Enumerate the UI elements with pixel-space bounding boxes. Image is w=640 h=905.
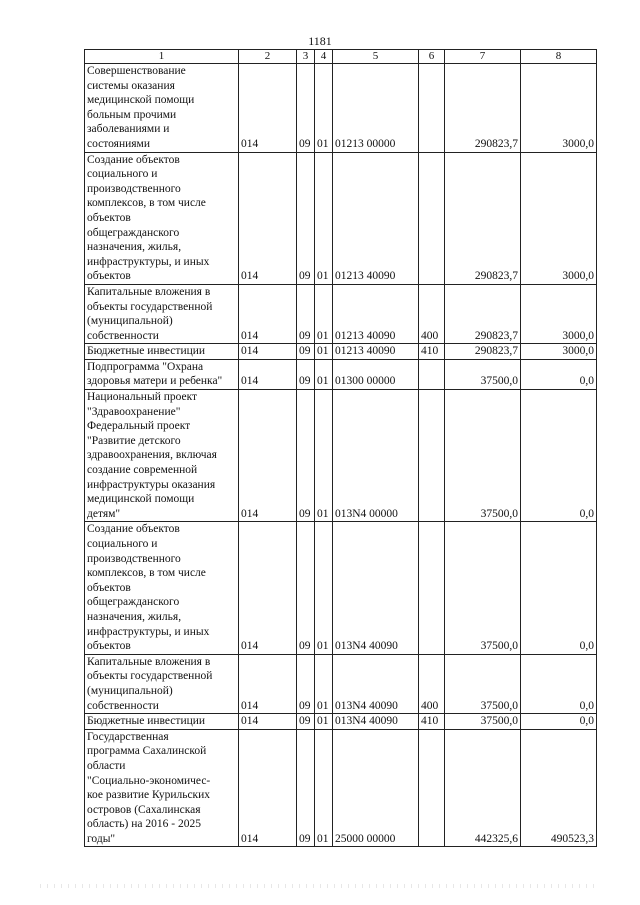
section-code-cell: 09 bbox=[297, 390, 315, 522]
amount-cell: 37500,0 bbox=[445, 714, 521, 730]
ministry-code-cell: 014 bbox=[239, 729, 297, 847]
table-row bbox=[85, 390, 597, 522]
amount-cell: 290823,7 bbox=[445, 152, 521, 284]
subsection-code-cell: 01 bbox=[315, 522, 333, 654]
ministry-code-cell: 014 bbox=[239, 714, 297, 730]
expense-type-cell: 410 bbox=[419, 344, 445, 360]
amount-cell: 3000,0 bbox=[521, 284, 597, 343]
expense-type-cell: 400 bbox=[419, 654, 445, 713]
target-article-cell: 013N4 00000 bbox=[333, 390, 419, 522]
amount-cell: 3000,0 bbox=[521, 152, 597, 284]
amount-cell: 290823,7 bbox=[445, 344, 521, 360]
table-row bbox=[85, 284, 597, 343]
target-article-cell: 01213 00000 bbox=[333, 64, 419, 153]
expense-type-cell bbox=[419, 152, 445, 284]
target-article-cell: 25000 00000 bbox=[333, 729, 419, 847]
amount-cell: 37500,0 bbox=[445, 359, 521, 389]
ministry-code-cell: 014 bbox=[239, 284, 297, 343]
ministry-code-cell: 014 bbox=[239, 152, 297, 284]
expense-type-cell bbox=[419, 522, 445, 654]
subsection-code-cell: 01 bbox=[315, 344, 333, 360]
target-article-cell: 01213 40090 bbox=[333, 284, 419, 343]
row-name-cell: Создание объектов социального и производственного комплексов, в том числе объектов общегражданского назначения, жилья, инфраструктуры, и иных объектов bbox=[85, 522, 239, 654]
table-row bbox=[85, 729, 597, 847]
table-body bbox=[85, 50, 597, 847]
expense-type-cell: 410 bbox=[419, 714, 445, 730]
expense-type-cell bbox=[419, 64, 445, 153]
header-row bbox=[85, 50, 597, 64]
section-code-cell: 09 bbox=[297, 64, 315, 153]
target-article-cell: 013N4 40090 bbox=[333, 522, 419, 654]
amount-cell: 0,0 bbox=[521, 714, 597, 730]
page-number: 1181 bbox=[308, 34, 332, 48]
target-article-cell: 013N4 40090 bbox=[333, 654, 419, 713]
row-name-cell: Государственная программа Сахалинской области "Социально-экономичес- кое развитие Курильских островов (Сахалинская область) на 2016 - 2025 годы" bbox=[85, 729, 239, 847]
amount-cell: 37500,0 bbox=[445, 654, 521, 713]
ministry-code-cell: 014 bbox=[239, 654, 297, 713]
column-header: 1 bbox=[85, 50, 239, 64]
target-article-cell: 01213 40090 bbox=[333, 152, 419, 284]
table-row bbox=[85, 152, 597, 284]
amount-cell: 0,0 bbox=[521, 390, 597, 522]
subsection-code-cell: 01 bbox=[315, 284, 333, 343]
amount-cell: 3000,0 bbox=[521, 64, 597, 153]
amount-cell: 0,0 bbox=[521, 359, 597, 389]
column-header: 4 bbox=[315, 50, 333, 64]
amount-cell: 490523,3 bbox=[521, 729, 597, 847]
amount-cell: 290823,7 bbox=[445, 284, 521, 343]
target-article-cell: 01300 00000 bbox=[333, 359, 419, 389]
table-row bbox=[85, 64, 597, 153]
table-row bbox=[85, 522, 597, 654]
row-name-cell: Подпрограмма "Охрана здоровья матери и ребенка" bbox=[85, 359, 239, 389]
amount-cell: 0,0 bbox=[521, 522, 597, 654]
subsection-code-cell: 01 bbox=[315, 64, 333, 153]
section-code-cell: 09 bbox=[297, 152, 315, 284]
column-header: 7 bbox=[445, 50, 521, 64]
ministry-code-cell: 014 bbox=[239, 64, 297, 153]
target-article-cell: 01213 40090 bbox=[333, 344, 419, 360]
section-code-cell: 09 bbox=[297, 284, 315, 343]
row-name-cell: Национальный проект "Здравоохранение" Федеральный проект "Развитие детского здравоохранения, включая создание современной инфраструктуры оказания медицинской помощи детям" bbox=[85, 390, 239, 522]
expense-type-cell bbox=[419, 390, 445, 522]
scan-noise bbox=[40, 884, 600, 888]
section-code-cell: 09 bbox=[297, 359, 315, 389]
table-row bbox=[85, 714, 597, 730]
column-header: 3 bbox=[297, 50, 315, 64]
budget-table bbox=[84, 49, 597, 847]
amount-cell: 37500,0 bbox=[445, 522, 521, 654]
column-header: 6 bbox=[419, 50, 445, 64]
amount-cell: 0,0 bbox=[521, 654, 597, 713]
amount-cell: 442325,6 bbox=[445, 729, 521, 847]
row-name-cell: Совершенствование системы оказания медицинской помощи больным прочими заболеваниями и состояниями bbox=[85, 64, 239, 153]
row-name-cell: Бюджетные инвестиции bbox=[85, 714, 239, 730]
row-name-cell: Бюджетные инвестиции bbox=[85, 344, 239, 360]
subsection-code-cell: 01 bbox=[315, 152, 333, 284]
section-code-cell: 09 bbox=[297, 654, 315, 713]
amount-cell: 37500,0 bbox=[445, 390, 521, 522]
subsection-code-cell: 01 bbox=[315, 729, 333, 847]
subsection-code-cell: 01 bbox=[315, 714, 333, 730]
column-header: 5 bbox=[333, 50, 419, 64]
subsection-code-cell: 01 bbox=[315, 359, 333, 389]
row-name-cell: Капитальные вложения в объекты государственной (муниципальной) собственности bbox=[85, 284, 239, 343]
subsection-code-cell: 01 bbox=[315, 390, 333, 522]
amount-cell: 290823,7 bbox=[445, 64, 521, 153]
table-row bbox=[85, 344, 597, 360]
ministry-code-cell: 014 bbox=[239, 390, 297, 522]
amount-cell: 3000,0 bbox=[521, 344, 597, 360]
expense-type-cell bbox=[419, 359, 445, 389]
target-article-cell: 013N4 40090 bbox=[333, 714, 419, 730]
row-name-cell: Капитальные вложения в объекты государственной (муниципальной) собственности bbox=[85, 654, 239, 713]
table-row bbox=[85, 654, 597, 713]
ministry-code-cell: 014 bbox=[239, 344, 297, 360]
section-code-cell: 09 bbox=[297, 344, 315, 360]
row-name-cell: Создание объектов социального и производственного комплексов, в том числе объектов общегражданского назначения, жилья, инфраструктуры, и иных объектов bbox=[85, 152, 239, 284]
ministry-code-cell: 014 bbox=[239, 359, 297, 389]
column-header: 8 bbox=[521, 50, 597, 64]
subsection-code-cell: 01 bbox=[315, 654, 333, 713]
table-row bbox=[85, 359, 597, 389]
section-code-cell: 09 bbox=[297, 714, 315, 730]
section-code-cell: 09 bbox=[297, 729, 315, 847]
column-header: 2 bbox=[239, 50, 297, 64]
section-code-cell: 09 bbox=[297, 522, 315, 654]
expense-type-cell: 400 bbox=[419, 284, 445, 343]
expense-type-cell bbox=[419, 729, 445, 847]
ministry-code-cell: 014 bbox=[239, 522, 297, 654]
